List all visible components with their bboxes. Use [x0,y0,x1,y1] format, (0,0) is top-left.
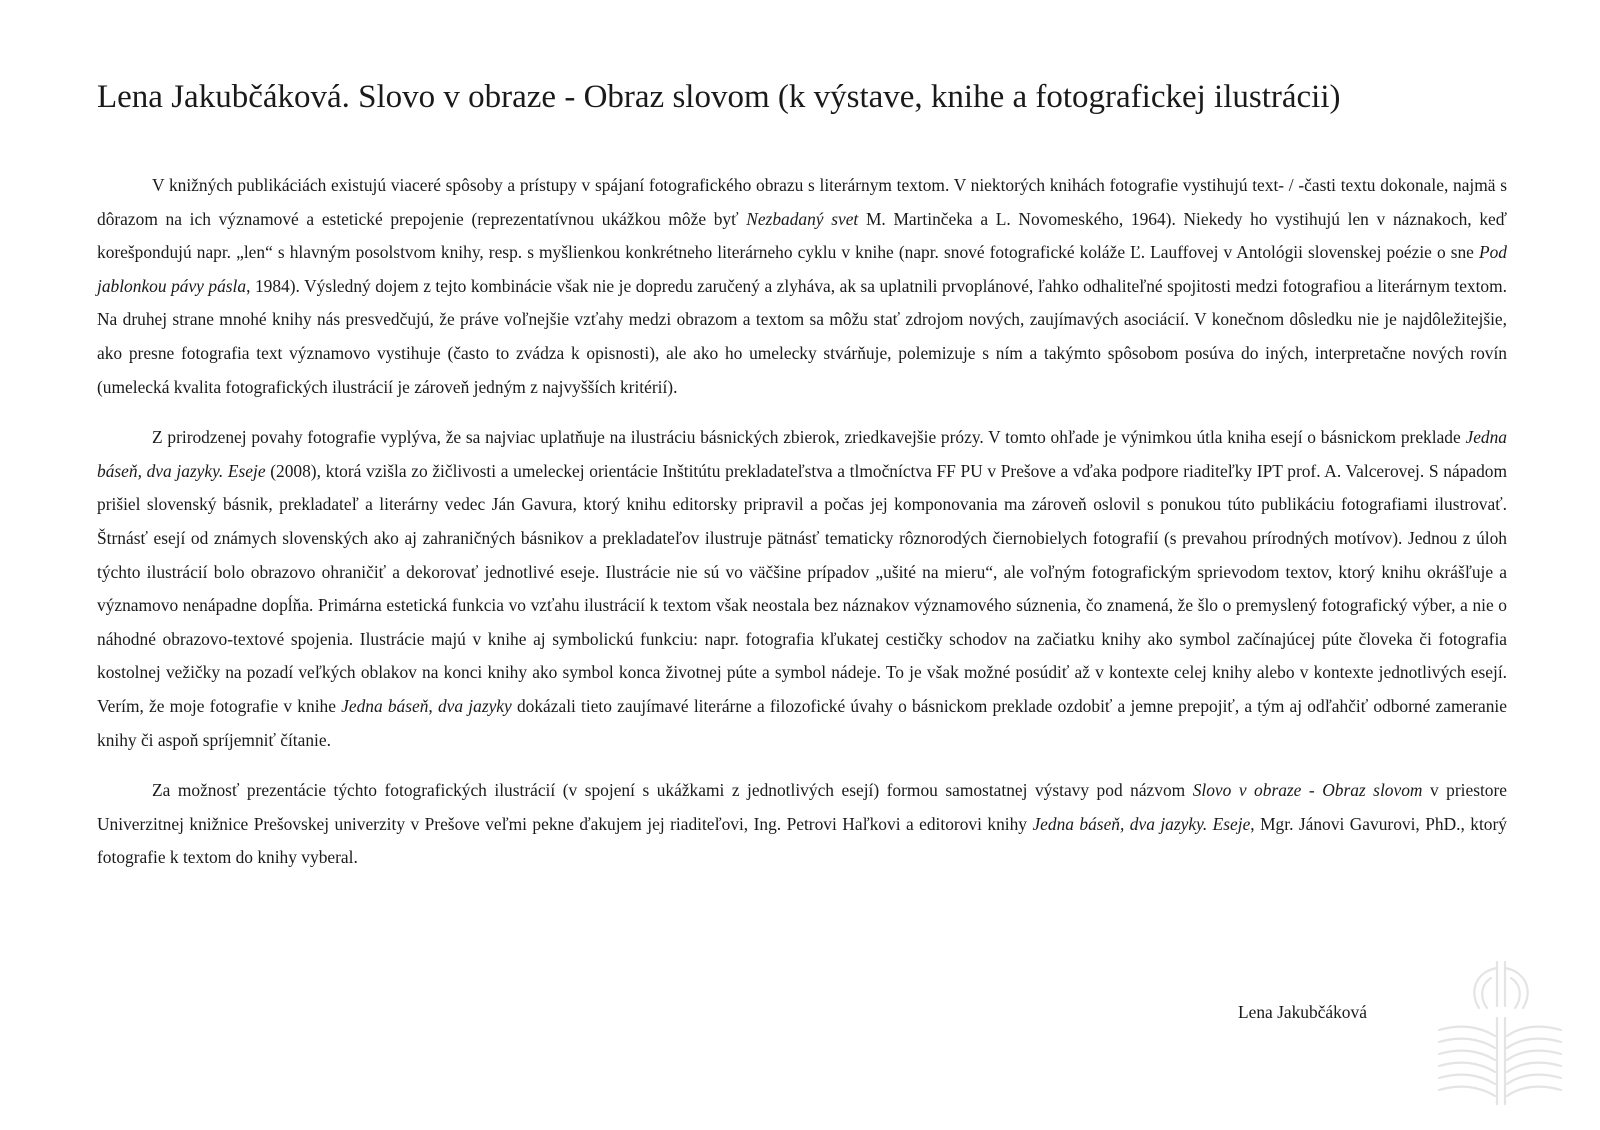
text-run: (2008), ktorá vzišla zo žičlivosti a umeleckej orientácie Inštitútu prekladateľstva a tlmočníctva FF PU v Prešove a vďaka podpore riaditeľky IPT prof. A. Valcerovej. S nápadom prišiel slovenský básnik, prekladateľ a literárny vedec Ján Gavura, ktorý knihu editorsky pripravil a počas jej komponovania ma zároveň oslovil s ponukou túto publikáciu fotografiami ilustrovať. Štrnásť esejí od známych slovenských ako aj zahraničných básnikov a prekladateľov ilustruje pätnásť tematicky rôznorodých čiernobielych fotografií (s prevahou prírodných motívov). Jednou z úloh týchto ilustrácií bolo obrazovo ohraničiť a dekorovať jednotlivé eseje. Ilustrácie nie sú vo väčšine prípadov „ušité na mieru“, ale voľným fotografickým sprievodom textov, ktorý knihu okrášľuje a významovo nenápadne dopĺňa. Primárna estetická funkcia vo vzťahu ilustrácií k textom však neostala bez náznakov významového súznenia, čo znamená, že šlo o premyslený fotografický výber, a nie o náhodné obrazovo-textové spojenia. Ilustrácie majú v knihe aj symbolickú funkciu: napr. fotografia kľukatej cestičky schodov na začiatku knihy ako symbol začínajúcej púte človeka či fotografia kostolnej vežičky na pozadí veľkých oblakov na konci knihy ako symbol konca životnej púte a symbol nádeje. To je však možné posúdiť až v kontexte celej knihy alebo v kontexte jednotlivých esejí. Verím, že moje fotografie v knihe [97,460,1507,716]
italic-title-run: Jedna báseň, dva jazyky [341,695,512,716]
text-run: Z prirodzenej povahy fotografie vyplýva, že sa najviac uplatňuje na ilustráciu básnických zbierok, zriedkavejšie prózy. V tomto ohľade je výnimkou útla kniha esejí o básnickom preklade [152,427,1466,448]
italic-title-run: Pod jablonkou pávy pásla [97,242,1507,296]
author-signature: Lena Jakubčáková [1238,1002,1367,1022]
paragraph-2 [97,421,1507,757]
document-title: Lena Jakubčáková. Slovo v obraze - Obraz slovom (k výstave, knihe a fotografickej ilustrácii) [97,79,1341,115]
italic-title-run: Slovo v obraze - Obraz slovom [1192,780,1423,801]
paragraph-3 [97,774,1507,875]
text-run: dokázali tieto zaujímavé literárne a filozofické úvahy o básnickom preklade ozdobiť a jemne prepojiť, a tým aj odľahčiť odborné zameranie knihy či aspoň spríjemniť čítanie. [97,695,1507,750]
text-run: , 1984). Výsledný dojem z tejto kombinácie však nie je dopredu zaručený a zlyháva, ak sa uplatnili prvoplánové, ľahko odhaliteľné spojitosti medzi fotografiou a literárnym textom. Na druhej strane mnohé knihy nás presvedčujú, že práve voľnejšie vzťahy medzi obrazom a textom sa môžu stať zdrojom nových, zaujímavých asociácií. V konečnom dôsledku nie je najdôležitejšie, ako presne fotografia text významovo vystihuje (často to zvádza k opisnosti), ale ako ho umelecky stvárňuje, polemizuje s ním a takýmto spôsobom posúva do iných, interpretačne nových rovín (umelecká kvalita fotografických ilustrácií je zároveň jedným z najvyšších kritérií). [97,275,1508,397]
paragraph-1 [97,169,1507,404]
text-run: Za možnosť prezentácie týchto fotografických ilustrácií (v spojení s ukážkami z jednotlivých esejí) formou samostatnej výstavy pod názvom [152,780,1193,801]
text-run: M. Martinčeka a L. Novomeského, 1964). Niekedy ho vystihujú len v náznakoch, keď korešpondujú napr. „len“ s hlavným posolstvom knihy, resp. s myšlienkou konkrétneho literárneho cyklu v knihe (napr. snové fotografické koláže Ľ. Lauffovej v Antológii slovenskej poézie o sne [97,208,1507,263]
library-logo-watermark-icon [1435,958,1565,1108]
document-body [97,169,1507,892]
text-run: , Mgr. Jánovi Gavurovi, PhD., ktorý fotografie k textom do knihy vyberal. [97,813,1507,868]
text-run: v priestore Univerzitnej knižnice Prešovskej univerzity v Prešove veľmi pekne ďakujem jej riaditeľovi, Ing. Petrovi Haľkovi a editorovi knihy [97,780,1507,834]
italic-title-run: Nezbadaný svet [746,208,859,229]
text-run: V knižných publikáciách existujú viaceré spôsoby a prístupy v spájaní fotografického obrazu s literárnym textom. V niektorých knihách fotografie vystihujú text- / -časti textu dokonale, najmä s dôrazom na ich významové a estetické prepojenie (reprezentatívnou ukážkou môže byť [97,175,1507,229]
italic-title-run: Jedna báseň, dva jazyky. Eseje [1032,813,1251,834]
italic-title-run: Jedna báseň, dva jazyky. Eseje [97,427,1507,481]
